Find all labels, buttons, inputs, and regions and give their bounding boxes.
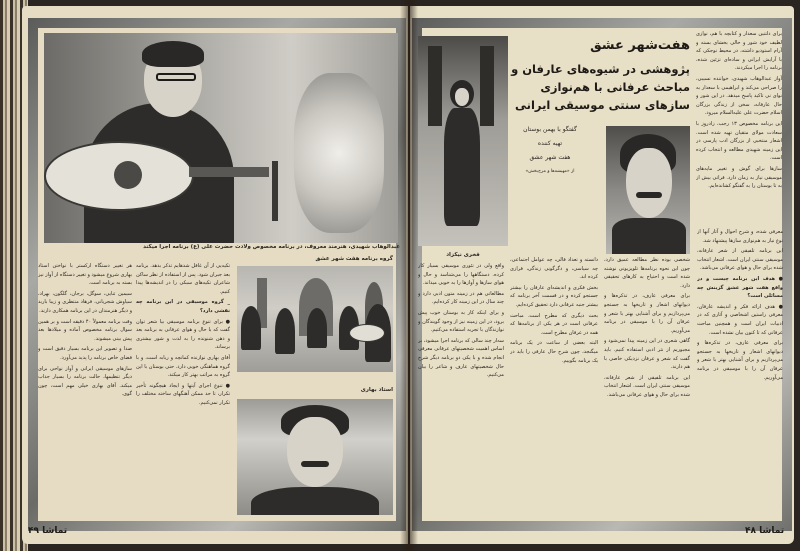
microphone-stand-icon — [272, 161, 278, 221]
byline-program: هفت شهر عشق — [529, 154, 571, 161]
figure-hair — [142, 41, 204, 67]
footer-logo-right: تماشا ۴۸ — [745, 526, 785, 536]
subtitle-line: سازهای سنتی موسیقی ایرانی — [515, 98, 690, 112]
subtitle-line: پژوهشی در شیوه‌های عارفان و — [511, 62, 690, 76]
column-right-top: برای دلتنین سعدار و کتابچه با هم، نوازی لطیف خود شور و حالی بخشای بسته و آرام استودیو داشته، در محیط نوجکی که با آرایش ایرانی و ساده‌ای تزئین شده، برنامه را اجرا میکردند. آواز عبدالوهاب شهیدی، خواننده نسیبی، را صراحی می‌کند و ابراهیمی با سعدار به نوای نی تاکید پاسخ میدهد. در این شور و حال عارفانه، سخن از زندگی بزرگان اسلام حضرت علی علیه‌السلام میرود. این برنامه مخصوص ۱۳ رجب، زادروز با سعادت مولای متقیان تهیه شده است. اشعار منتخبی از بزرگان ادب پارسی در این زمینه شهیدی مطالعه و انتخاب کرده است. سازها برای گوش و تغییر مایه‌های موسیقی نیاز به زمان دارد. فراتی بیش از به تا بوستان را به گفتگو کشانده‌ایم. — [696, 31, 782, 190]
photo-man-portrait-bottom — [237, 399, 393, 515]
byline-note: از «مهیشه‌ها و مرج‌بخش» — [525, 169, 575, 174]
figure-face — [626, 148, 672, 218]
photo-seated-woman — [418, 36, 508, 246]
figure-body — [251, 487, 379, 515]
photo-music-ensemble — [237, 266, 393, 372]
mustache-icon — [636, 192, 662, 198]
column-left-outer: هر تغییر دستگاه ارکستر با نواختن استاد بهاری شروع میشود و تغییر دستگاه از آواز نیز بسته به برنامه است. سیمین ثنایی، سوگل، برجان، گلگون، بهراد، سیاوش شجریانی، فرهاد منتظری و زیبا باربد و دیگر هنرمندان در این برنامه همکاری دارند. وقت برنامه معمولاً ۴۰ دقیقه است و بر همین سوال برنامه مخصوص آماده و میلادها بعد پیش بینی میشوند. صدا و تصویر این برنامه بسیار دقیق است و فضای خاص برنامه را پدید می‌آورد. سازهای موسیقی ایرانی و آواز نواحی برای دیگر تنظیمها، حالت برنامه را بسیار جذاب میکند. آقای بهاری خیلی مهم است، چون گوی. — [38, 263, 132, 398]
column-center-right: دانسته و تعداد فالی، چه عوامل اجتماعی، چه سیاسی، و دگرگونی زندگی، فرازی کرده اند. بخش فکری و اندیشه‌ای عارفان را بیشتر جستجو کرده و در قسمت آخر برنامه که بیشتر جنبه عرفانی دارد تحقیق کرده‌ایم. بحث دیگری که مطرح است، مباحث عرفانی است در هر یکی از برنامه‌ها که همه در عرفان مطرح است. البته بعضی از ساعت در یک برنامه میگنجد، چون شرح حال عارفی را باید در یک برنامه بگوییم. — [510, 257, 598, 364]
page-gutter — [400, 0, 418, 551]
article-byline — [500, 123, 600, 179]
oud-icon — [349, 324, 385, 342]
byline-interview: گفتگو با بهمن بوستان — [523, 126, 577, 133]
article-subtitle — [500, 60, 690, 114]
figure-body — [612, 218, 686, 254]
musician-figure — [241, 306, 261, 350]
column-left-inner: تکیه‌یی از آن غافل شدهایم تذکر بدهد. برنامه بعد جبران شود. پس از استفاده از نظر ساکن شاعران تکیه‌های سبکی را در اندیشه‌ها پیدا کنیم. _ گروه موسیقی در این برنامه چه نقشی دارد؟ ● برای تنوع برنامه موسیقی بیا شعر توان گفت که با حال و هوای عرفانی به برنامه بعد و ذهن شنونده را به لذت و شور بیشتری برساند. آقای بهاری نوازنده کمانچه و ربابه است، و با گروه هماهنگی خوبی دارد. حتی بوستان با این گروه به مراتب بهتر کار میکند. ● تنوع اجرای آیتها و ایجاد هیچگونه تأخیر تکرار، تا حد ممکن آهنگهای ساخته مختلف را تکرار نمی‌کنیم. — [136, 263, 230, 406]
article-title: هفت‌شهر عشق — [590, 38, 690, 53]
column-right-outer: معرفی شده، و شرح احوال و آثار آنها از نوع نیاز به هم‌نوازی سازها پیشنهاد شد. این برنامه تلفیقی از شعر عارفانه، موسیقی سنتی ایران است. اشعار انتخاب شده برای حال و هوای عرفانی می‌باشد. ● هدف این برنامه چیست و در واقع هفت شهر عشق گزینش چه مسائلی است؟ ● هدف ارائه فکر و اندیشه عارفان، معرفی راستین اشخاصی و آثاری که در ادبیات ایران است و همچنین مباحث عرفانی که تا کنون بیان نشده است. برای معرفی عارف، در تذکره‌ها و دیوانهای اشعار و تاریخها به جستجو می‌پردازیم و برای آشنایی بهتر با شعر و عرفان آن را با موسیقی در برنامه می‌آوریم. — [697, 229, 783, 381]
footer-logo-left: تماشا ۴۹ — [28, 526, 68, 536]
column-center-left: واقع ولی در تئوری موسیقی بسیار کار کرده. دستگاهها را می‌شناسد و حال و هوای سازها و آوازها را به خوبی میداند. مطالعاتی هم در زمینه متون ادبی دارد و چند سال در این زمینه کار کرده‌ایم. و برای اینکه کار به بوستان خوب پیش برود، در این زمینه نیز از وجود گویندگان و نوازندگان با تجربه استفاده می‌کنیم. سه‌ار چند سالی که برنامه اجرا میشود، بر اساس اهمیت شخصیتهای عرفانی معرفی انجام شده و با یکی دو برنامه دیگر شرح حال شخصیتهای عارف و شاعر را بیان می‌کنیم. — [418, 263, 504, 379]
musician-figure — [307, 308, 327, 348]
mustache-icon — [301, 461, 329, 467]
column-right-inner: شخصی بوده نظر مطالعه عمیق دارد، چون این نحوه برنامه‌ها تلویزیونی نوشته شده است و احتیاج به کارهای تحقیقی دارد. برای معرفی عارف، در تذکره‌ها و دیوانهای اشعار و تاریخها به جستجو می‌پردازیم و برای آشنایی بهتر با شعر و عرفان آن را با موسیقی در برنامه می‌آوریم. گاهی شعری در این زمینه پیدا نمی‌شود و مجبوریم از نثر ادبی استفاده کنیم. باید گفت که شعر و عرفان نزدیکی خاصی با هم دارند. این برنامه تلفیقی از شعر عارفانه، موسیقی سنتی ایران است. اشعار انتخاب شده برای حال و هوای عرفانی می‌باشد. — [604, 257, 690, 398]
oud-rosette-icon — [114, 161, 142, 189]
musician-figure — [275, 308, 295, 354]
caption-oud-player: عبدالوهاب شهیدی، هنرمند معروف، در برنامه مخصوص ولادت حضرت علی (ع) برنامه اجرا میکند — [143, 244, 400, 250]
glasses-icon — [156, 73, 196, 81]
oud-neck — [189, 167, 269, 177]
flower-arrangement — [294, 73, 384, 233]
subtitle-line: مباحث عرفانی با هم‌نوازی — [540, 80, 690, 94]
figure-face — [287, 417, 343, 487]
figure-body — [444, 108, 480, 226]
photo-man-portrait-right — [606, 126, 690, 254]
figure-face — [455, 88, 469, 106]
window-decoration — [480, 46, 494, 126]
byline-producer-label: تهیه کننده — [537, 140, 563, 147]
caption-portrait: استاد بهاری — [360, 387, 393, 393]
window-decoration — [428, 46, 442, 126]
caption-woman: فخری نیکزاد — [446, 252, 480, 258]
photo-man-with-oud — [44, 33, 398, 243]
caption-ensemble: گروه برنامه هفت شهر عشق — [315, 256, 393, 262]
